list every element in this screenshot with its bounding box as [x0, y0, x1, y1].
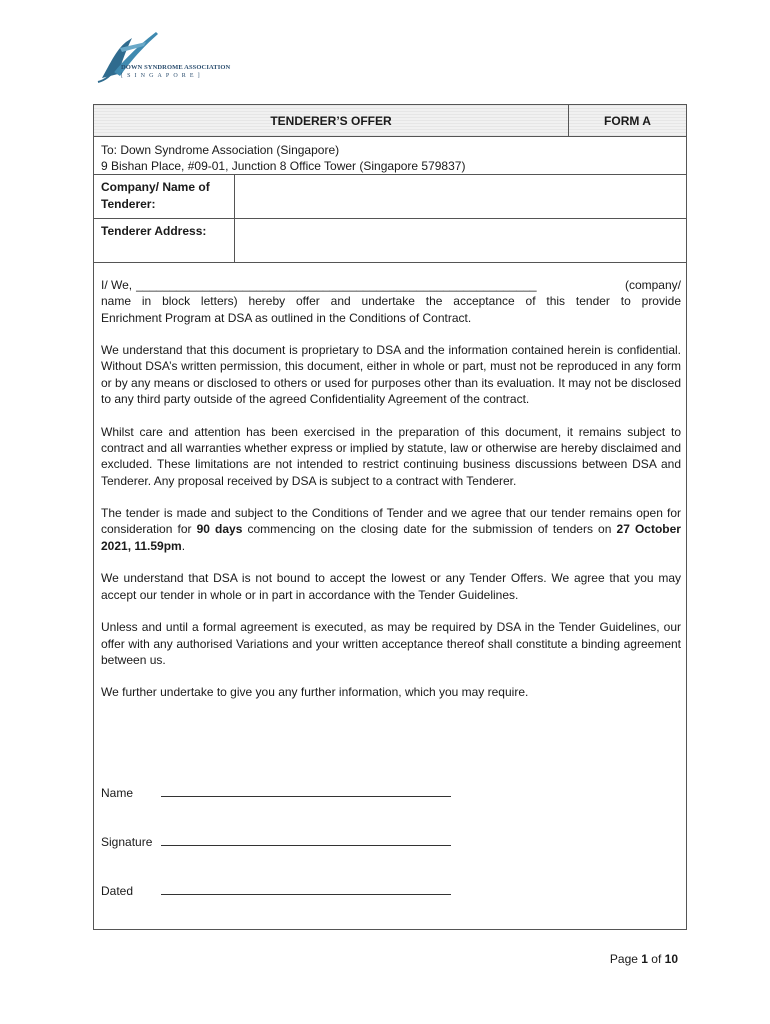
page-number — [610, 952, 678, 966]
recipient-line-1: To: Down Syndrome Association (Singapore) — [101, 143, 340, 157]
agreement-paragraph: Unless and until a formal agreement is executed, as may be required by DSA in the Tender Guidelines, our offer with any authorised Variations and your written acceptance thereof shall constitute a binding agreement between us. — [101, 620, 681, 667]
validity-text-c: . — [181, 538, 186, 553]
page-total: 10 — [664, 952, 678, 966]
company-label — [94, 175, 235, 218]
recipient-line-2: 9 Bishan Place, #09-01, Junction 8 Office Tower (Singapore 579837) — [101, 159, 466, 173]
name-field[interactable] — [161, 786, 451, 797]
page-of: of — [647, 952, 665, 966]
recipient-block — [94, 137, 686, 175]
dated-field[interactable] — [161, 884, 451, 895]
company-blank[interactable]: ____________________________________________________________ — [136, 278, 537, 292]
confidentiality-paragraph: We understand that this document is proprietary to DSA and the information contained herein is confidential. Without DSA’s written permission, this document, either in whole or part, must not be reproduced in any form or by any means or disclosed to others or used for purposes other than its evaluation. It may not be disclosed to any third party outside of the agreed Confidentiality Agreement of the contract. — [101, 343, 681, 407]
validity-paragraph — [101, 505, 681, 554]
logo-subtitle: [SINGAPORE] — [121, 73, 204, 79]
name-row — [101, 786, 451, 800]
acceptance-paragraph: We understand that DSA is not bound to accept the lowest or any Tender Offers. We agree that you may accept our tender in whole or in part in accordance with the Tender Guidelines. — [101, 571, 681, 602]
address-field[interactable] — [235, 219, 686, 262]
offer-we: I/ We, — [101, 278, 133, 292]
form-header — [94, 105, 686, 137]
offer-paragraph — [101, 277, 681, 326]
undertaking-paragraph: We further undertake to give you any further information, which you may require. — [101, 685, 529, 700]
name-label: Name — [101, 786, 134, 800]
tender-form — [93, 104, 687, 930]
signature-label: Signature — [101, 835, 153, 849]
logo-title: DOWN SYNDROME ASSOCIATION — [121, 64, 231, 71]
signature-row — [101, 835, 451, 849]
address-label: Tenderer Address: — [94, 219, 235, 262]
offer-line-2: name in block letters) hereby offer and undertake the acceptance of this tender to provide — [101, 294, 681, 309]
company-label-line-2: Tenderer: — [101, 197, 156, 211]
validity-days: 90 days — [196, 522, 243, 537]
offer-body — [101, 277, 681, 717]
address-row — [94, 219, 686, 263]
form-id: FORM A — [569, 105, 686, 136]
page-label: Page — [609, 952, 642, 966]
validity-text-a: The tender is made and subject to the Conditions of Tender and we agree that our tender remains open for consideration for — [101, 506, 681, 537]
company-row — [94, 175, 686, 219]
signature-field[interactable] — [161, 835, 451, 846]
offer-line-1 — [101, 277, 681, 293]
page-current: 1 — [641, 952, 648, 966]
validity-text-b: commencing on the closing date for the submission of tenders on — [242, 522, 617, 537]
company-field[interactable] — [235, 175, 686, 218]
dated-row — [101, 884, 451, 898]
company-label-line-1: Company/ Name of — [101, 180, 210, 194]
dated-label: Dated — [101, 884, 134, 898]
offer-line-3: Enrichment Program at DSA as outlined in the Conditions of Contract. — [101, 310, 472, 325]
disclaimer-paragraph: Whilst care and attention has been exercised in the preparation of this document, it remains subject to contract and all warranties whether express or implied by statute, law or otherwise are hereby disclaimed and excluded. These limitations are not intended to restrict continuing business discussions between DSA and Tenderer. Any proposal received by DSA is subject to a contract with Tenderer. — [101, 424, 681, 488]
offer-company-hint: (company/ — [624, 278, 681, 292]
form-title: TENDERER’S OFFER — [94, 105, 569, 136]
closing-date: 27 October 2021, 11.59pm — [101, 522, 681, 553]
